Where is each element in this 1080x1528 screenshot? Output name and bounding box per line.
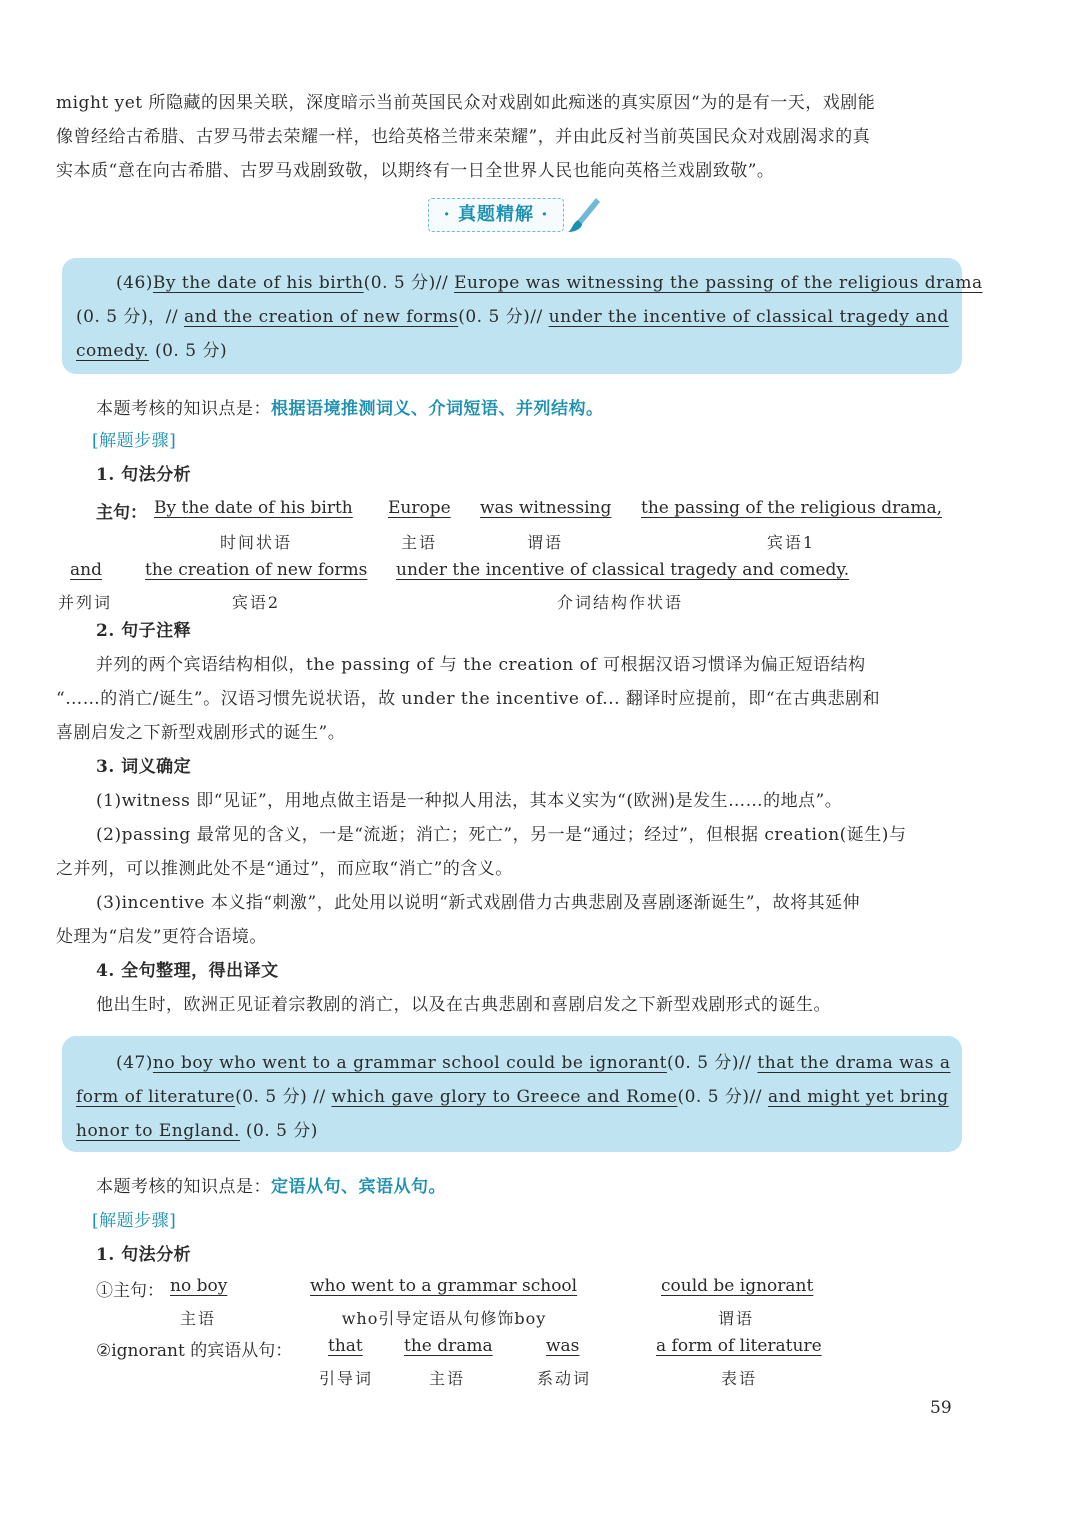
q46-row1-label-2: 主语 (400, 533, 437, 552)
q47-c2-seg-3: was (546, 1336, 580, 1356)
brush-icon (566, 194, 602, 234)
q46-note-line-2: “……的消亡/诞生”。汉语习惯先说状语，故 under the incentive of... 翻译时应提前，即“在古典悲剧和 (56, 689, 881, 709)
q46-row1-seg-4: the passing of the religious drama, (641, 498, 943, 518)
q47-c2-seg-1: that (328, 1336, 363, 1356)
q47-c1-seg-1: no boy (170, 1276, 228, 1296)
q46-row2-seg-2: the creation of new forms (145, 560, 368, 580)
intro-line-2: 像曾经给古希腊、古罗马带去荣耀一样，也给英格兰带来荣耀”，并由此反衬当前英国民众对戏剧渴求的真 (56, 127, 871, 147)
q47-c2-label-3: 系动词 (536, 1369, 591, 1388)
q47-c2-seg-4: a form of literature (656, 1336, 822, 1356)
q46-h1: 1. 句法分析 (96, 465, 192, 485)
q46-row2-label-2: 宾语2 (231, 593, 281, 612)
banner-title: · 真题精解 · (443, 204, 549, 225)
q47-c1-label: ①主句： (96, 1281, 164, 1301)
q46-row1-label-3: 谓语 (526, 533, 563, 552)
q47-c2-seg-2: the drama (404, 1336, 493, 1356)
q46-row1-seg-2: Europe (388, 498, 451, 518)
q46-word-3b: 处理为“启发”更符合语境。 (56, 927, 267, 947)
q46-word-3a: (3)incentive 本义指“刺激”，此处用以说明“新式戏剧借力古典悲剧及喜剧逐渐诞生”，故将其延伸 (96, 893, 861, 913)
q47-c1-label-2: who引导定语从句修饰boy (341, 1309, 547, 1328)
q46-h4: 4. 全句整理，得出译文 (96, 961, 279, 981)
q46-row1-seg-3: was witnessing (480, 498, 612, 518)
q46-word-1: (1)witness 即“见证”，用地点做主语是一种拟人用法，其本义实为“(欧洲)是发生……的地点”。 (96, 791, 843, 811)
intro-line-1: might yet 所隐藏的因果关联，深度暗示当前英国民众对戏剧如此痴迷的真实原因“为的是有一天，戏剧能 (56, 93, 876, 113)
q46-steps-heading: [解题步骤] (92, 431, 177, 451)
main-clause-label: 主句： (96, 503, 147, 523)
q46-word-2b: 之并列，可以推测此处不是“通过”，而应取“消亡”的含义。 (56, 859, 513, 879)
q46-row2-seg-1: and (70, 560, 102, 580)
q47-box-line-2: form of literature(0. 5 分) // which gave glory to Greece and Rome(0. 5 分)// and might yet bring (76, 1087, 949, 1107)
q46-row1-label-1: 时间状语 (219, 533, 292, 552)
q47-c1-seg-3: could be ignorant (661, 1276, 814, 1296)
q47-c2-label-4: 表语 (720, 1369, 757, 1388)
section-banner (428, 198, 564, 232)
q47-c1-seg-2: who went to a grammar school (310, 1276, 578, 1296)
q47-box-line-1: (47)no boy who went to a grammar school could be ignorant(0. 5 分)// that the drama was a (116, 1053, 951, 1073)
q46-translation: 他出生时，欧洲正见证着宗教剧的消亡，以及在古典悲剧和喜剧启发之下新型戏剧形式的诞生。 (96, 995, 831, 1015)
q46-note-line-3: 喜剧启发之下新型戏剧形式的诞生”。 (56, 723, 346, 743)
q46-word-2a: (2)passing 最常见的含义，一是“流逝；消亡；死亡”，另一是“通过；经过”，但根据 creation(诞生)与 (96, 825, 907, 845)
q46-knowledge: 本题考核的知识点是：根据语境推测词义、介词短语、并列结构。 (96, 399, 604, 419)
q46-row1-seg-1: By the date of his birth (154, 498, 353, 518)
q47-c2-label-2: 主语 (428, 1369, 465, 1388)
q46-box-line-1: (46)By the date of his birth(0. 5 分)// Europe was witnessing the passing of the religious drama (116, 273, 983, 293)
page-number: 59 (930, 1398, 952, 1418)
q47-c2-label: ②ignorant 的宾语从句： (96, 1341, 293, 1361)
q47-h1: 1. 句法分析 (96, 1245, 192, 1265)
intro-line-3: 实本质“意在向古希腊、古罗马戏剧致敬，以期终有一日全世界人民也能向英格兰戏剧致敬”。 (56, 161, 775, 181)
q46-note-line-1: 并列的两个宾语结构相似，the passing of 与 the creation of 可根据汉语习惯译为偏正短语结构 (96, 655, 866, 675)
q47-c2-label-1: 引导词 (318, 1369, 373, 1388)
q46-row1-label-4: 宾语1 (766, 533, 816, 552)
q47-box-line-3: honor to England. (0. 5 分) (76, 1121, 318, 1141)
q46-row2-label-1: 并列词 (57, 593, 112, 612)
q47-c1-label-1: 主语 (179, 1309, 216, 1328)
q46-row2-label-3: 介词结构作状语 (556, 593, 683, 612)
q47-steps-heading: [解题步骤] (92, 1211, 177, 1231)
q46-box-line-2: (0. 5 分)，// and the creation of new forms(0. 5 分)// under the incentive of classical tragedy and (76, 307, 949, 327)
q46-box-line-3: comedy. (0. 5 分) (76, 341, 228, 361)
q47-knowledge: 本题考核的知识点是：定语从句、宾语从句。 (96, 1177, 446, 1197)
q46-h2: 2. 句子注释 (96, 621, 192, 641)
q46-h3: 3. 词义确定 (96, 757, 192, 777)
q47-c1-label-3: 谓语 (717, 1309, 754, 1328)
q46-row2-seg-3: under the incentive of classical tragedy and comedy. (396, 560, 850, 580)
